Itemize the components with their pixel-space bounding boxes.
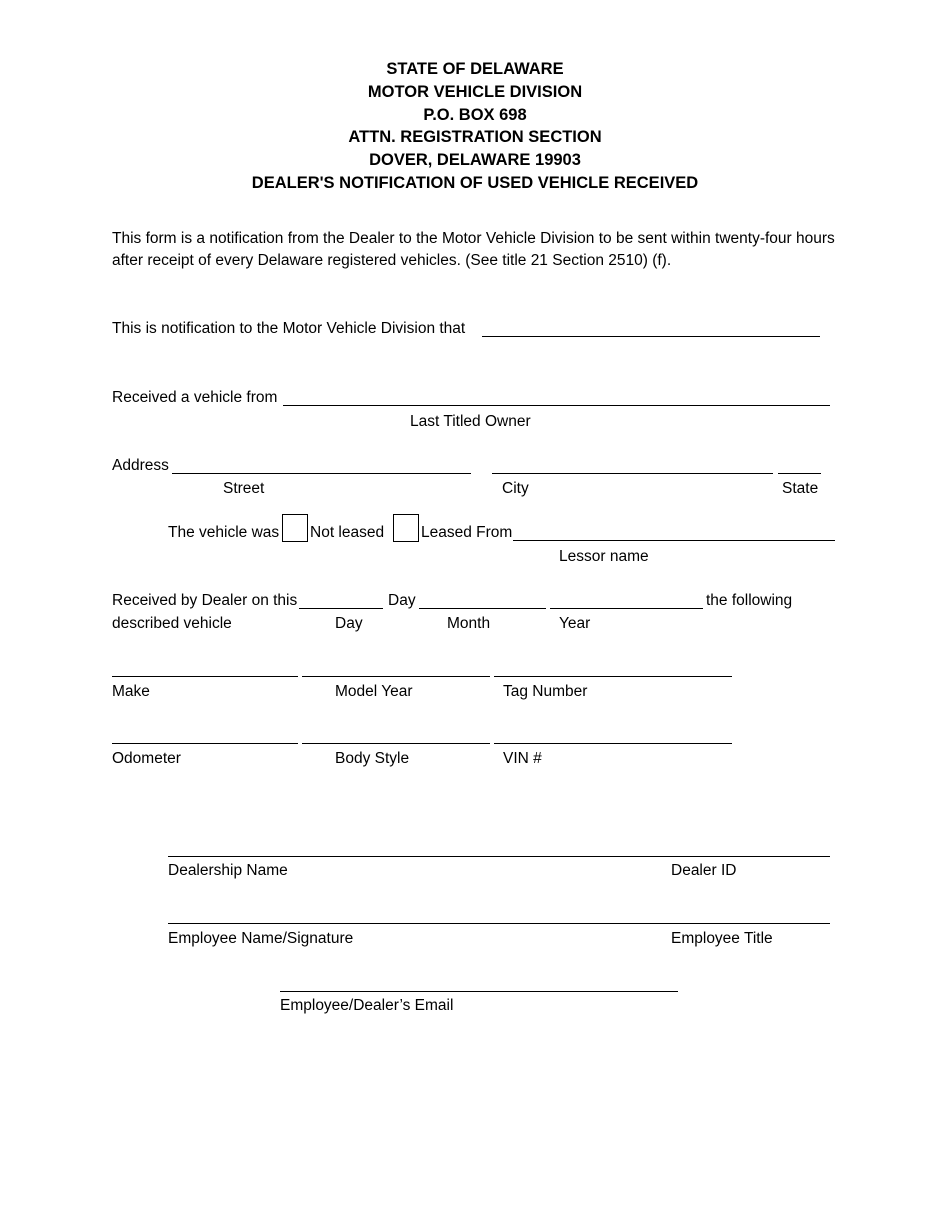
received-suffix: the following bbox=[706, 592, 793, 609]
form-title: DEALER'S NOTIFICATION OF USED VEHICLE RECEIVED bbox=[251, 173, 699, 192]
lease-prefix: The vehicle was bbox=[168, 524, 280, 541]
model-year-field[interactable] bbox=[302, 676, 490, 677]
address-label: Address bbox=[112, 457, 169, 474]
notification-label: This is notification to the Motor Vehicle Division that bbox=[112, 320, 466, 337]
last-titled-owner-field[interactable] bbox=[283, 405, 830, 406]
received-year-field[interactable] bbox=[550, 608, 703, 609]
dealer-id-caption: Dealer ID bbox=[671, 862, 737, 879]
employee-name-field[interactable] bbox=[168, 923, 830, 924]
lessor-name-caption: Lessor name bbox=[559, 548, 649, 565]
employee-title-caption: Employee Title bbox=[671, 930, 773, 947]
not-leased-checkbox[interactable] bbox=[282, 514, 308, 542]
street-caption: Street bbox=[223, 480, 265, 497]
email-field[interactable] bbox=[280, 991, 678, 992]
email-caption: Employee/Dealer’s Email bbox=[280, 997, 454, 1014]
received-day-word: Day bbox=[388, 592, 416, 609]
received-day-field[interactable] bbox=[299, 608, 383, 609]
received-from-label: Received a vehicle from bbox=[112, 389, 278, 406]
tag-number-caption: Tag Number bbox=[503, 683, 588, 700]
not-leased-label: Not leased bbox=[310, 524, 385, 541]
received-line2: described vehicle bbox=[112, 615, 232, 632]
vin-caption: VIN # bbox=[503, 750, 542, 767]
dealership-name-field[interactable] bbox=[168, 856, 830, 857]
leased-from-checkbox[interactable] bbox=[393, 514, 419, 542]
month-caption: Month bbox=[447, 615, 491, 632]
dealership-name-caption: Dealership Name bbox=[168, 862, 288, 879]
model-year-caption: Model Year bbox=[335, 683, 413, 700]
header-city: DOVER, DELAWARE 19903 bbox=[369, 151, 581, 170]
header-attn: ATTN. REGISTRATION SECTION bbox=[348, 128, 602, 147]
body-style-caption: Body Style bbox=[335, 750, 410, 767]
make-field[interactable] bbox=[112, 676, 298, 677]
form-header bbox=[0, 58, 950, 195]
vin-field[interactable] bbox=[494, 743, 732, 744]
notification-field[interactable] bbox=[482, 336, 820, 337]
city-field[interactable] bbox=[492, 473, 773, 474]
day-caption: Day bbox=[335, 615, 363, 632]
tag-number-field[interactable] bbox=[494, 676, 732, 677]
year-caption: Year bbox=[559, 615, 591, 632]
received-by-label: Received by Dealer on this bbox=[112, 592, 298, 609]
state-field[interactable] bbox=[778, 473, 821, 474]
received-month-field[interactable] bbox=[419, 608, 546, 609]
header-state: STATE OF DELAWARE bbox=[386, 60, 564, 78]
lessor-name-field[interactable] bbox=[513, 540, 835, 541]
make-caption: Make bbox=[112, 683, 150, 700]
city-caption: City bbox=[502, 480, 529, 497]
body-style-field[interactable] bbox=[302, 743, 490, 744]
employee-name-caption: Employee Name/Signature bbox=[168, 930, 354, 947]
odometer-field[interactable] bbox=[112, 743, 298, 744]
street-field[interactable] bbox=[172, 473, 471, 474]
state-caption: State bbox=[782, 480, 819, 497]
last-titled-owner-caption: Last Titled Owner bbox=[410, 413, 531, 430]
header-po-box: P.O. BOX 698 bbox=[423, 105, 527, 124]
leased-from-label: Leased From bbox=[421, 524, 513, 541]
header-division: MOTOR VEHICLE DIVISION bbox=[367, 82, 583, 101]
intro-paragraph: This form is a notification from the Dealer to the Motor Vehicle Division to be sent within twenty-four hours after receipt of every Delaware registered vehicles. (See title 21 Section 2510) (f). bbox=[112, 230, 835, 269]
odometer-caption: Odometer bbox=[112, 750, 181, 767]
